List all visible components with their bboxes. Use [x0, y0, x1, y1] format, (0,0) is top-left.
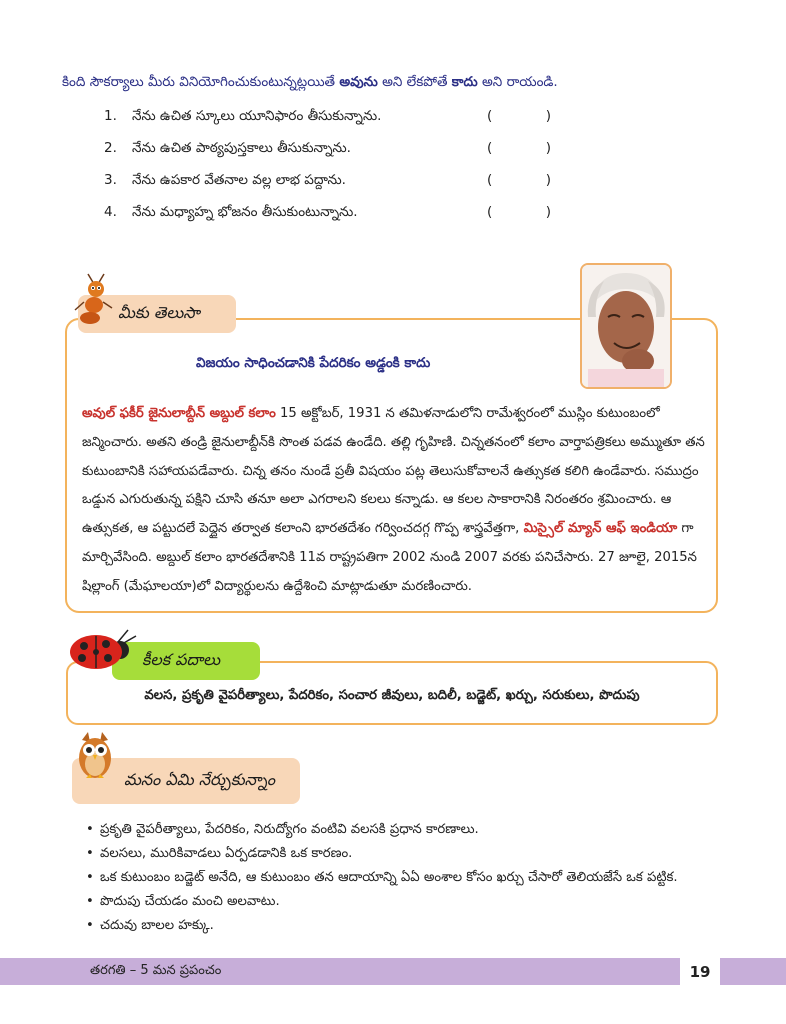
bracket-close: ) [545, 204, 551, 220]
learned-title: మనం ఏమి నేర్చుకున్నాం [124, 769, 276, 789]
question-number: 4. [104, 204, 117, 220]
instruction-no: కాదు [451, 74, 478, 90]
did-you-know-title: మీకు తెలుసా [118, 302, 200, 322]
instruction-post: అని రాయండి. [477, 74, 558, 90]
instruction-yes: అవును [339, 74, 378, 90]
portrait-image [580, 263, 672, 389]
did-you-know-subtitle: విజయం సాధించడానికి పేదరికం అడ్డంకి కాదు [196, 355, 431, 371]
bracket-close: ) [545, 108, 551, 124]
question-number: 3. [104, 172, 117, 188]
learned-item: • ప్రకృతి వైపరీత్యాలు, పేదరికం, నిరుద్యోగం వంటివి వలసకి ప్రధాన కారణాలు. [86, 818, 746, 842]
answer-blank[interactable] [487, 204, 551, 220]
question-row [104, 140, 564, 162]
answer-blank[interactable] [487, 140, 551, 156]
page-number: 19 [680, 955, 720, 988]
question-text: నేను ఉచిత పాఠ్యపుస్తకాలు తీసుకున్నాను. [132, 140, 351, 156]
bracket-open: ( [487, 140, 493, 156]
learned-list [86, 818, 746, 938]
learned-item: • వలసలు, మురికివాడలు ఏర్పడడానికి ఒక కారణం. [86, 842, 746, 866]
key-words-title: కీలక పదాలు [142, 649, 221, 669]
learned-item: • పొదుపు చేయడం మంచి అలవాటు. [86, 890, 746, 914]
footer-text: తరగతి – 5 మన ప్రపంచం [90, 963, 222, 978]
answer-blank[interactable] [487, 172, 551, 188]
ant-mascot-icon [72, 272, 116, 326]
instruction-line [62, 74, 742, 93]
question-row [104, 172, 564, 194]
portrait-illustration [582, 265, 670, 387]
instruction-mid: అని లేకపోతే [377, 74, 452, 90]
question-row [104, 204, 564, 226]
learned-item: • చదువు బాలల హక్కు. [86, 914, 746, 938]
question-text: నేను ఉచిత స్కూలు యూనిఫారం తీసుకున్నాను. [132, 108, 382, 124]
paragraph-part-1: 15 అక్టోబర్, 1931 న తమిళనాడులోని రామేశ్వరంలో ముస్లిం కుటుంబంలో జన్మించారు. అతని తండ్రి జైనులాబ్దీన్‌కి సొంత పడవ ఉండేది. తల్లి గృహిణి. చిన్నతనంలో కలాం వార్తాపత్రికలు అమ్ముతూ తన కుటుంబానికి సహాయపడేవారు. చిన్న తనం నుండే ప్రతీ విషయం పట్ల తెలుసుకోవాలనే ఉత్సుకత కలిగి ఉండేవారు. సముద్రం ఒడ్డున ఎగురుతున్న పక్షిని చూసి తనూ అలా ఎగరాలని కలలు కన్నాడు. ఆ కలల సాకారానికి నిరంతరం శ్రమించారు. ఆ ఉత్సుకత, ఆ పట్టుదలే పెద్దైన తర్వాత కలాంని భారతదేశం గర్వించదగ్గ గొప్ప శాస్త్రవేత్తగా, [82, 406, 705, 537]
missile-man-highlight: మిస్సైల్ మ్యాన్ ఆఫ్ ఇండియా [523, 521, 678, 537]
question-row [104, 108, 564, 130]
bracket-close: ) [545, 172, 551, 188]
answer-blank[interactable] [487, 108, 551, 124]
question-number: 2. [104, 140, 117, 156]
name-highlight: అవుల్ ఫకీర్ జైనులాబ్దీన్ అబ్దుల్ కలాం [82, 406, 276, 421]
question-text: నేను మధ్యాహ్న భోజనం తీసుకుంటున్నాను. [132, 204, 358, 220]
ladybug-icon [66, 628, 138, 672]
bracket-close: ) [545, 140, 551, 156]
key-words-text: వలస, ప్రకృతి వైపరీత్యాలు, పేదరికం, సంచార జీవులు, బదిలీ, బడ్జెట్, ఖర్చు, సరుకులు, పొదుపు [144, 688, 640, 703]
question-number: 1. [104, 108, 117, 124]
learned-item: • ఒక కుటుంబం బడ్జెట్ అనేది, ఆ కుటుంబం తన ఆదాయాన్ని ఏఏ అంశాల కోసం ఖర్చు చేసారో తెలియజేసే ఒక పట్టిక. [86, 866, 746, 890]
question-text: నేను ఉపకార వేతనాల వల్ల లాభ పద్దాను. [132, 172, 346, 188]
instruction-pre: కింది సౌకర్యాలు మీరు వినియోగించుకుంటున్నట్లయితే [62, 74, 340, 90]
owl-icon [74, 730, 116, 782]
bracket-open: ( [487, 204, 493, 220]
bracket-open: ( [487, 172, 493, 188]
paragraph-part-2: గా మార్చివేసింది. అబ్దుల్ కలాం భారతదేశానికి 11వ రాష్ట్రపతిగా 2002 నుండి 2007 వరకు పనిచేసారు. 27 జూలై, 2015న షిల్లాంగ్ (మేఘాలయా)లో విద్యార్థులను ఉద్దేశించి మాట్లాడుతూ మరణించారు. [82, 521, 697, 594]
kalam-paragraph [82, 400, 708, 602]
bracket-open: ( [487, 108, 493, 124]
